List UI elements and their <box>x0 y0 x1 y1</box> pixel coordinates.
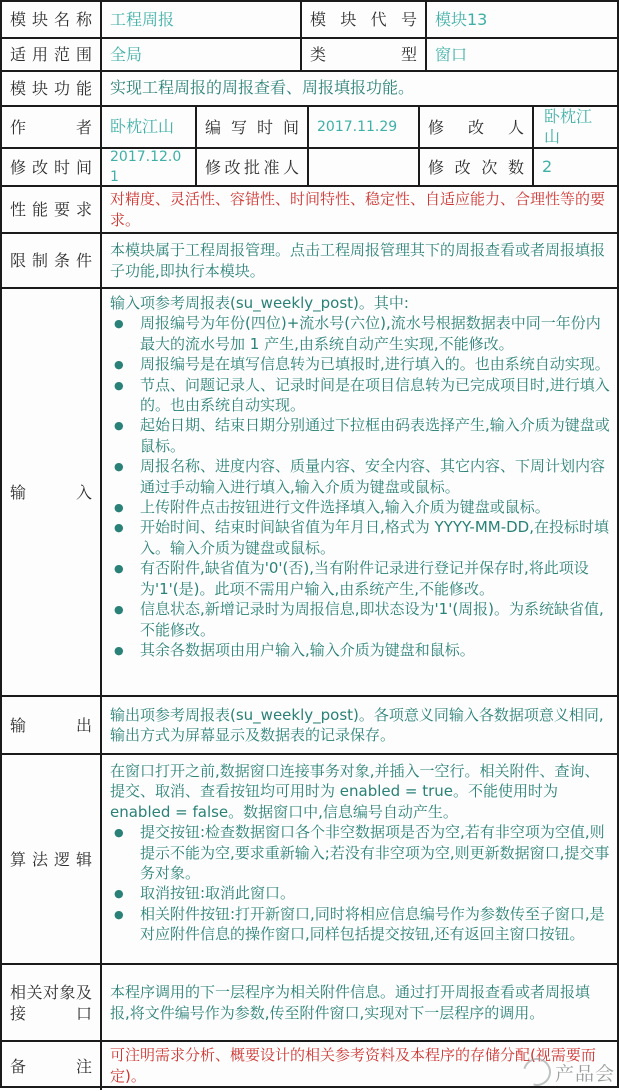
modify-count-label-cell <box>420 149 534 185</box>
list-item: ● 有否附件,缺省值为'0'(否),当有附件记录进行登记并保存时,将此项设为'1'(是)。此项不需用户输入,由系统产生,不能修改。 <box>102 558 613 599</box>
module-code-label-cell <box>302 2 427 37</box>
row-author <box>2 107 617 149</box>
modify-count-value-cell <box>534 149 617 185</box>
function-value: 实现工程周报的周报查看、周报填报功能。 <box>110 78 415 98</box>
constraints-value-cell <box>102 234 617 287</box>
list-item: ● 其余各数据项由用户输入,输入介质为键盘和鼠标。 <box>102 640 613 660</box>
row-module-name <box>2 2 617 39</box>
remark-label-cell <box>2 1042 102 1090</box>
output-label-cell <box>2 697 102 753</box>
modify-time-value-cell <box>102 149 197 185</box>
related-value-cell <box>102 965 617 1040</box>
list-item: ● 取消按钮:取消此窗口。 <box>102 883 613 903</box>
performance-value: 对精度、灵活性、容错性、时间特性、稳定性、自适应能力、合理性等的要求。 <box>110 189 606 229</box>
scope-label: 适用范围 <box>10 45 92 64</box>
list-item: ● 相关附件按钮:打开新窗口,同时将相应信息编号作为参数传至子窗口,是对应附件信息的操作窗口,同样包括提交按钮,还有返回主窗口按钮。 <box>102 904 613 945</box>
remark-value-cell <box>102 1042 617 1090</box>
remark-value: 可注明需求分析、概要设计的相关参考资料及本程序的存储分配(视需要而定)。 <box>110 1046 596 1085</box>
algorithm-value-cell <box>102 755 617 963</box>
row-scope <box>2 39 617 72</box>
write-time-value-cell <box>309 107 420 147</box>
modifier-value-cell <box>534 107 617 147</box>
modify-approver-label-cell <box>197 149 309 185</box>
module-code-value-cell <box>427 2 617 37</box>
algorithm-label: 算法逻辑 <box>10 849 92 869</box>
modify-approver-label: 修改批准人 <box>205 157 299 177</box>
row-function <box>2 72 617 107</box>
list-item: ● 起始日期、结束日期分别通过下拉框由码表选择产生,输入介质为键盘或鼠标。 <box>102 415 613 456</box>
list-item: ● 周报名称、进度内容、质量内容、安全内容、其它内容、下周计划内容通过手动输入进行填入,输入介质为键盘或鼠标。 <box>102 456 613 497</box>
input-content <box>102 293 613 660</box>
function-label-cell <box>2 72 102 105</box>
author-value-cell <box>102 107 197 147</box>
function-label: 模块功能 <box>10 79 92 98</box>
function-value-cell <box>102 72 617 105</box>
list-item: ● 上传附件点击按钮进行文件选择填入,输入介质为键盘或鼠标。 <box>102 497 613 517</box>
performance-value-cell <box>102 187 617 232</box>
constraints-label: 限制条件 <box>10 251 92 270</box>
algorithm-label-cell <box>2 755 102 963</box>
row-input <box>2 289 617 697</box>
performance-label-cell <box>2 187 102 232</box>
row-output <box>2 697 617 755</box>
type-label: 类型 <box>310 45 417 64</box>
constraints-label-cell <box>2 234 102 287</box>
modify-time-value: 2017.12.01 <box>110 149 182 185</box>
list-item: ● 周报编号是在填写信息转为已填报时,进行填入的。也由系统自动实现。 <box>102 354 613 374</box>
input-label-cell <box>2 289 102 695</box>
modify-time-label: 修改时间 <box>10 157 92 177</box>
write-time-label: 编写时间 <box>205 117 299 137</box>
row-constraints <box>2 234 617 289</box>
type-value: 窗口 <box>435 44 468 64</box>
modifier-label-cell <box>420 107 534 147</box>
row-related-objects <box>2 965 617 1042</box>
list-item: ● 节点、问题记录人、记录时间是在项目信息转为已完成项目时,进行填入的。也由系统自动实现。 <box>102 375 613 416</box>
algorithm-bullet-list <box>102 822 613 944</box>
modify-count-value: 2 <box>542 157 553 176</box>
list-item: ● 开始时间、结束时间缺省值为年月日,格式为 YYYY-MM-DD,在投标时填入。输入介质为键盘或鼠标。 <box>102 517 613 558</box>
scope-label-cell <box>2 39 102 70</box>
module-name-label-cell <box>2 2 102 37</box>
related-label: 相关对象及接口 <box>10 982 92 1023</box>
output-value-cell <box>102 697 617 753</box>
scope-value: 全局 <box>110 44 143 64</box>
modifier-label: 修改人 <box>428 117 524 137</box>
related-label-cell <box>2 965 102 1040</box>
input-intro: 输入项参考周报表(su_weekly_post)。其中: <box>110 294 409 312</box>
row-performance <box>2 187 617 234</box>
row-algorithm <box>2 755 617 965</box>
list-item: ● 周报编号为年份(四位)+流水号(六位),流水号根据数据表中同一年份内最大的流水号加 1 产生,由系统自动产生实现,不能修改。 <box>102 313 613 354</box>
author-label-cell <box>2 107 102 147</box>
output-label: 输出 <box>10 715 92 735</box>
input-label: 输入 <box>10 482 92 502</box>
input-value-cell <box>102 289 617 695</box>
scope-value-cell <box>102 39 302 70</box>
remark-label: 备注 <box>10 1056 92 1076</box>
module-name-label: 模块名称 <box>10 10 92 29</box>
watermark-text: 产品会 <box>554 1062 615 1085</box>
module-name-value: 工程周报 <box>110 9 175 29</box>
modify-count-label: 修改次数 <box>428 157 524 177</box>
write-time-value: 2017.11.29 <box>317 119 398 135</box>
type-value-cell <box>427 39 617 70</box>
algorithm-content <box>102 761 613 945</box>
input-bullet-list <box>102 313 613 660</box>
row-remark <box>2 1042 617 1090</box>
module-code-label: 模块代号 <box>310 10 417 29</box>
modifier-value: 卧枕江山 <box>544 107 593 146</box>
constraints-value: 本模块属于工程周报管理。点击工程周报管理其下的周报查看或者周报填报子功能,即执行本模块。 <box>110 241 606 280</box>
modify-approver-value-cell <box>309 149 420 185</box>
list-item: ● 提交按钮:检查数据窗口各个非空数据项是否为空,若有非空项为空值,则提示不能为空,要求重新输入;若没有非空项为空,则更新数据窗口,提交事务对象。 <box>102 822 613 883</box>
modify-time-label-cell <box>2 149 102 185</box>
row-modify-time <box>2 149 617 187</box>
output-value: 输出项参考周报表(su_weekly_post)。各项意义同输入各数据项意义相同,输出方式为屏幕显示及数据表的记录保存。 <box>110 705 604 744</box>
related-value: 本程序调用的下一层程序为相关附件信息。通过打开周报查看或者周报填报,将文件编号作为参数,传至附件窗口,实现对下一层程序的调用。 <box>110 983 591 1022</box>
list-item: ● 信息状态,新增记录时为周报信息,即状态设为'1'(周报)。为系统缺省值,不能修改。 <box>102 599 613 640</box>
author-label: 作者 <box>10 117 92 137</box>
author-value: 卧枕江山 <box>110 117 175 136</box>
module-name-value-cell <box>102 2 302 37</box>
performance-label: 性能要求 <box>10 200 92 219</box>
module-code-value: 模块13 <box>435 9 488 29</box>
type-label-cell <box>302 39 427 70</box>
write-time-label-cell <box>197 107 309 147</box>
algorithm-intro: 在窗口打开之前,数据窗口连接事务对象,并插入一空行。相关附件、查询、提交、取消、查看按钮均可用时为 enabled = true。不能使用时为 enabled = false。数据窗口中,信息编号自动产生。 <box>110 762 600 821</box>
